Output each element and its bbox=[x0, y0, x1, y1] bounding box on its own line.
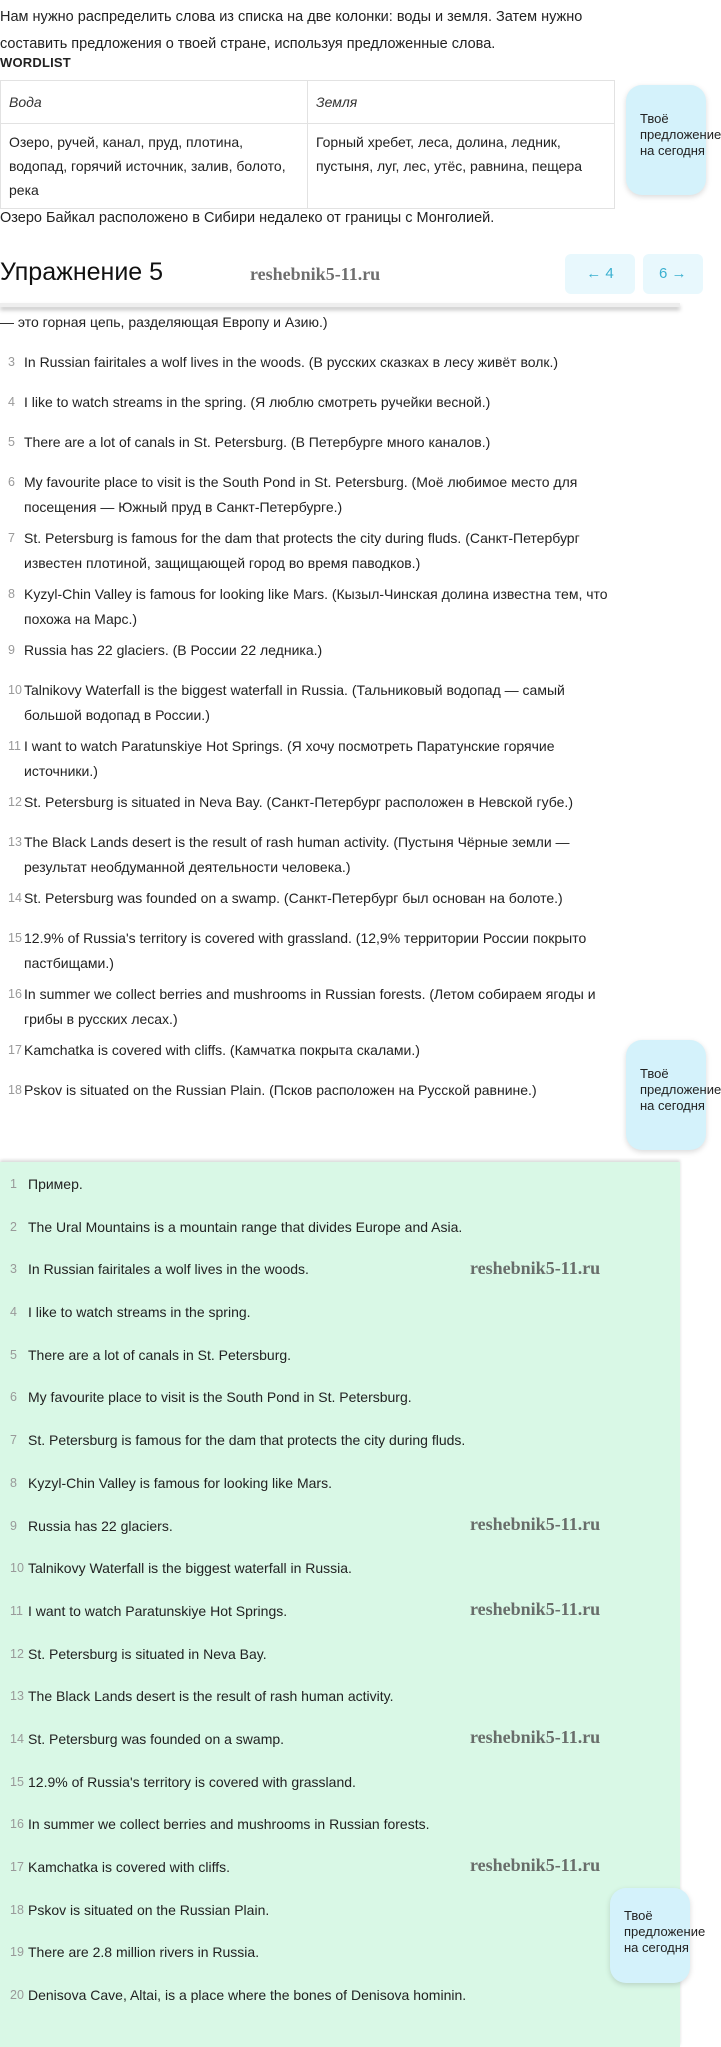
cell-land: Горный хребет, леса, долина, ледник, пустыня, луг, лес, утёс, равнина, пещера bbox=[308, 124, 615, 209]
wordlist-table bbox=[0, 80, 615, 209]
list-item bbox=[0, 582, 615, 638]
item-text: In Russian fairitales a wolf lives in the woods. bbox=[28, 1261, 309, 1278]
list-item bbox=[0, 1506, 680, 1549]
list-item bbox=[0, 1292, 680, 1335]
list-item bbox=[0, 1377, 680, 1420]
item-number: 15 bbox=[8, 931, 22, 945]
item-number: 5 bbox=[10, 1347, 17, 1362]
item-number: 12 bbox=[8, 795, 22, 809]
bubble-line: Твоё bbox=[624, 1908, 653, 1923]
item-text: The Ural Mountains is a mountain range that divides Europe and Asia. bbox=[28, 1218, 463, 1235]
suggestion-bubble[interactable] bbox=[626, 1040, 721, 1150]
item-text: The Black Lands desert is the result of rash human activity. (Пустыня Чёрные земли — результат необдуманной деятельности человека.) bbox=[24, 834, 570, 875]
item-number: 1 bbox=[10, 1177, 17, 1191]
item-number: 20 bbox=[10, 1988, 24, 2003]
watermark: reshebnik5-11.ru bbox=[470, 1727, 601, 1747]
item-text: I like to watch streams in the spring. bbox=[28, 1304, 251, 1321]
example-sentence: Озеро Байкал расположено в Сибири недалеко от границы с Монголией. bbox=[0, 210, 495, 226]
list-item bbox=[0, 830, 615, 886]
list-item bbox=[0, 1890, 680, 1933]
suggestion-bubble[interactable] bbox=[610, 1888, 706, 1983]
item-text: Russia has 22 glaciers. bbox=[28, 1517, 173, 1534]
next-exercise-button[interactable]: 6 → bbox=[643, 254, 703, 294]
answers-panel bbox=[0, 1162, 680, 2047]
list-item bbox=[0, 1975, 680, 2018]
watermark: reshebnik5-11.ru bbox=[470, 1599, 601, 1619]
watermark: reshebnik5-11.ru bbox=[470, 1855, 601, 1875]
cell-water: Озеро, ручей, канал, пруд, плотина, водопад, горячий источник, залив, болото, река bbox=[1, 124, 308, 209]
item-text: I like to watch streams in the spring. (Я люблю смотреть ручейки весной.) bbox=[24, 394, 491, 410]
item-text: 12.9% of Russia's territory is covered with grassland. (12,9% территории России покрыто пастбищами.) bbox=[24, 930, 587, 971]
wordlist-label: WORDLIST bbox=[0, 55, 71, 70]
item-text: In Russian fairitales a wolf lives in the woods. (В русских сказках в лесу живёт волк.) bbox=[24, 354, 559, 370]
item-text: Kamchatka is covered with cliffs. bbox=[28, 1859, 231, 1875]
item-number: 13 bbox=[10, 1689, 24, 1704]
item-text: The Black Lands desert is the result of rash human activity. bbox=[28, 1688, 394, 1705]
header-land: Земля bbox=[308, 81, 615, 124]
list-item bbox=[0, 886, 615, 926]
item-number: 12 bbox=[10, 1646, 24, 1661]
list-item-partial: — это горная цепь, разделяющая Европу и Азию.) bbox=[0, 314, 328, 330]
bubble-line: Твоё bbox=[640, 1066, 669, 1081]
list-item bbox=[0, 1548, 680, 1591]
item-number: 16 bbox=[10, 1817, 24, 1832]
item-text: My favourite place to visit is the South Pond in St. Petersburg. (Моё любимое место для посещения — Южный пруд в Санкт-Петербурге.) bbox=[24, 474, 578, 515]
item-text: Kyzyl-Chin Valley is famous for looking like Mars. (Кызыл-Чинская долина известна тем, что похожа на Марс.) bbox=[24, 586, 608, 627]
list-item bbox=[0, 982, 615, 1038]
item-number: 6 bbox=[8, 475, 15, 489]
list-item bbox=[0, 1249, 680, 1292]
item-number: 11 bbox=[8, 739, 21, 753]
item-number: 19 bbox=[10, 1945, 24, 1960]
suggestion-bubble[interactable] bbox=[626, 85, 721, 195]
watermark: reshebnik5-11.ru bbox=[470, 1514, 601, 1534]
item-number: 8 bbox=[10, 1475, 17, 1490]
list-item bbox=[0, 1847, 680, 1890]
item-number: 2 bbox=[10, 1219, 17, 1234]
translation-list bbox=[0, 310, 615, 1163]
item-number: 5 bbox=[8, 435, 15, 449]
item-text: Talnikovy Waterfall is the biggest waterfall in Russia. (Тальниковый водопад — самый большой водопад в России.) bbox=[24, 682, 565, 723]
header-water: Вода bbox=[1, 81, 308, 124]
list-item bbox=[0, 734, 615, 790]
list-item bbox=[0, 1038, 615, 1078]
list-item bbox=[0, 526, 615, 582]
exercise-title: Упражнение 5 bbox=[0, 258, 164, 286]
item-number: 3 bbox=[10, 1262, 17, 1277]
watermark: reshebnik5-11.ru bbox=[470, 1258, 601, 1278]
list-item bbox=[0, 1164, 680, 1207]
item-number: 11 bbox=[10, 1603, 23, 1618]
prev-exercise-button[interactable]: ← 4 bbox=[565, 254, 635, 294]
item-text: St. Petersburg was founded on a swamp. bbox=[28, 1730, 285, 1747]
item-number: 13 bbox=[8, 835, 22, 849]
bubble-line: предложение bbox=[640, 127, 721, 142]
item-text: St. Petersburg is famous for the dam that protects the city during fluds. bbox=[28, 1432, 466, 1449]
list-item bbox=[0, 390, 615, 430]
item-text: There are a lot of canals in St. Petersburg. bbox=[28, 1346, 292, 1363]
bubble-line: на сегодня bbox=[624, 1940, 689, 1955]
item-number: 18 bbox=[10, 1902, 24, 1917]
item-number: 10 bbox=[8, 683, 22, 697]
item-text: Pskov is situated on the Russian Plain. (Псков расположен на Русской равнине.) bbox=[24, 1082, 537, 1098]
item-number: 9 bbox=[8, 643, 15, 657]
item-text: Пример. bbox=[28, 1176, 83, 1192]
item-text: Talnikovy Waterfall is the biggest waterfall in Russia. bbox=[28, 1560, 352, 1577]
list-item bbox=[0, 470, 615, 526]
item-text: There are 2.8 million rivers in Russia. bbox=[28, 1944, 260, 1961]
watermark: reshebnik5-11.ru bbox=[250, 264, 381, 284]
list-item bbox=[0, 926, 615, 982]
item-text: I want to watch Paratunskiye Hot Springs. (Я хочу посмотреть Паратунские горячие источники.) bbox=[24, 738, 555, 779]
item-number: 4 bbox=[8, 395, 15, 409]
list-item bbox=[0, 1762, 680, 1805]
list-item bbox=[0, 430, 615, 470]
bubble-line: на сегодня bbox=[640, 143, 705, 158]
list-item bbox=[0, 1932, 680, 1975]
list-item bbox=[0, 350, 615, 390]
item-number: 14 bbox=[10, 1731, 24, 1746]
item-text: St. Petersburg is situated in Neva Bay. bbox=[28, 1645, 267, 1662]
item-text: St. Petersburg is famous for the dam that protects the city during fluds. (Санкт-Петербург известен плотиной, защищающей город во время паводков.) bbox=[24, 530, 580, 571]
item-number: 18 bbox=[8, 1083, 22, 1097]
item-text: In summer we collect berries and mushrooms in Russian forests. bbox=[28, 1816, 430, 1833]
item-number: 14 bbox=[8, 891, 22, 905]
item-number: 9 bbox=[10, 1518, 17, 1533]
item-number: 7 bbox=[8, 531, 15, 545]
item-number: 7 bbox=[10, 1433, 17, 1448]
bubble-line: на сегодня bbox=[640, 1098, 705, 1113]
bubble-line: предложение bbox=[640, 1082, 721, 1097]
list-item bbox=[0, 1078, 615, 1108]
item-text: 12.9% of Russia's territory is covered with grassland. bbox=[28, 1773, 356, 1790]
divider bbox=[0, 303, 680, 307]
list-item bbox=[0, 1676, 680, 1719]
item-number: 8 bbox=[8, 587, 15, 601]
item-number: 16 bbox=[8, 987, 22, 1001]
item-text: St. Petersburg is situated in Neva Bay. (Санкт-Петербург расположен в Невской губе.) bbox=[24, 794, 573, 810]
list-item bbox=[0, 1634, 680, 1677]
list-item bbox=[0, 638, 615, 678]
item-text: Kyzyl-Chin Valley is famous for looking like Mars. bbox=[28, 1474, 332, 1491]
task-description: Нам нужно распределить слова из списка на две колонки: воды и земля. Затем нужно составить предложения о твоей стране, используя предложенные слова. bbox=[0, 9, 583, 52]
list-item bbox=[0, 1719, 680, 1762]
item-text: St. Petersburg was founded on a swamp. (Санкт-Петербург был основан на болоте.) bbox=[24, 890, 563, 906]
item-text: In summer we collect berries and mushrooms in Russian forests. (Летом собираем ягоды и грибы в русских лесах.) bbox=[24, 986, 596, 1027]
list-item bbox=[0, 1207, 680, 1250]
list-item bbox=[0, 790, 615, 830]
item-number: 17 bbox=[10, 1860, 24, 1874]
item-text: Kamchatka is covered with cliffs. (Камчатка покрыта скалами.) bbox=[24, 1042, 420, 1058]
item-number: 3 bbox=[8, 355, 15, 369]
item-number: 15 bbox=[10, 1774, 24, 1789]
list-item bbox=[0, 1420, 680, 1463]
list-item bbox=[0, 1463, 680, 1506]
list-item bbox=[0, 1591, 680, 1634]
bubble-line: Твоё bbox=[640, 111, 669, 126]
item-text: I want to watch Paratunskiye Hot Springs. bbox=[28, 1602, 288, 1619]
item-number: 6 bbox=[10, 1390, 17, 1405]
item-text: There are a lot of canals in St. Petersburg. (В Петербурге много каналов.) bbox=[24, 434, 491, 450]
item-text: My favourite place to visit is the South Pond in St. Petersburg. bbox=[28, 1389, 412, 1406]
item-text: Denisova Cave, Altai, is a place where the bones of Denisova hominin. bbox=[28, 1987, 467, 2004]
item-text: Pskov is situated on the Russian Plain. bbox=[28, 1901, 270, 1918]
list-item bbox=[0, 1335, 680, 1378]
list-item bbox=[0, 1804, 680, 1847]
item-text: Russia has 22 glaciers. (В России 22 ледника.) bbox=[24, 642, 323, 658]
item-number: 4 bbox=[10, 1305, 17, 1320]
item-number: 10 bbox=[10, 1561, 24, 1576]
bubble-line: предложение bbox=[624, 1924, 706, 1939]
item-number: 17 bbox=[8, 1043, 22, 1057]
list-item bbox=[0, 678, 615, 734]
